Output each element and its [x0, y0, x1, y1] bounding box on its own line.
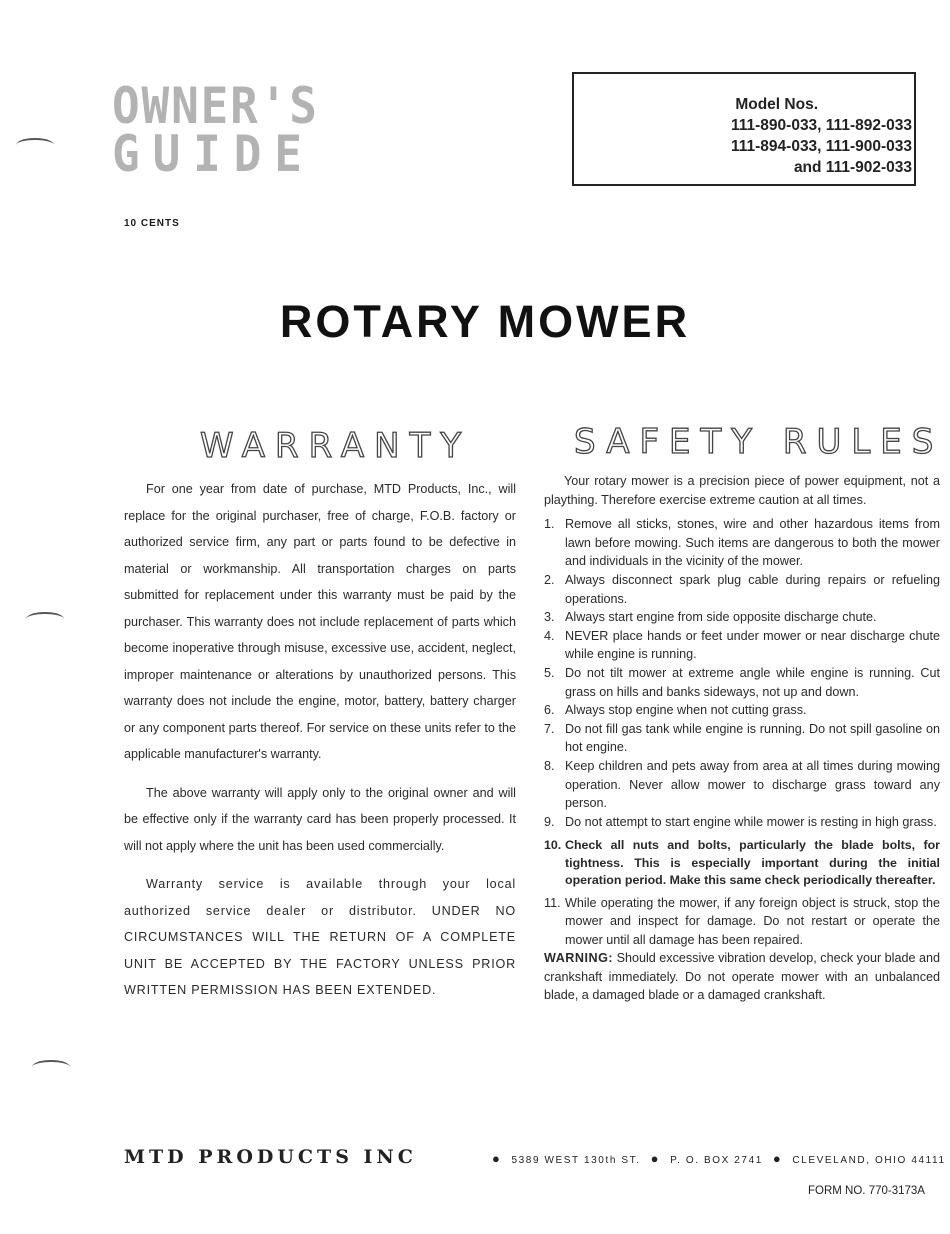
rule-number: 3. [544, 610, 555, 625]
company-name: MTD PRODUCTS INC [124, 1146, 417, 1168]
safety-rule [544, 813, 940, 832]
safety-rule [544, 571, 940, 608]
warranty-paragraph: For one year from date of purchase, MTD Products, Inc., will replace for the original purchaser, free of charge, F.O.B. factory or authorized service firm, any part or parts found to be defective in material or workmanship. All transportation charges on parts submitted for replacement under this warranty must be paid by the purchaser. This warranty does not include replacement of parts which become inoperative through misuse, excessive use, accident, neglect, improper maintenance or alterations by unauthorized persons. This warranty does not include the engine, motor, battery, battery charger or any component parts thereof. For service on these units refer to the applicable manufacturer's warranty. [124, 482, 516, 761]
form-number: FORM NO. 770-3173A [808, 1185, 925, 1197]
safety-rule [544, 627, 940, 664]
warranty-text [124, 476, 516, 1016]
rule-text: Do not fill gas tank while engine is running. Do not spill gasoline on hot engine. [565, 721, 940, 755]
model-line-2: 111-894-033, 111-900-033 [730, 138, 912, 155]
binding-hole-mark [26, 612, 64, 626]
warning-label: WARNING: [544, 951, 614, 966]
rule-number: 7. [544, 721, 555, 736]
rule-text: Always disconnect spark plug cable during repairs or refueling operations. [565, 572, 940, 606]
rule-number: 5. [544, 665, 555, 680]
rule-text: Keep children and pets away from area at all times during mowing operation. Never allow mower to discharge grass toward any person. [565, 758, 940, 811]
safety-rule [544, 664, 940, 701]
rule-number: 11. [544, 895, 561, 910]
warranty-paragraph: The above warranty will apply only to the original owner and will be effective only if the warranty card has been properly processed. It will not apply where the unit has been used commercially. [124, 785, 516, 853]
address-street: 5389 WEST 130th ST. [511, 1155, 641, 1166]
model-line-3: and 111-902-033 [793, 159, 912, 176]
bullet-icon: ● [650, 1151, 661, 1166]
safety-rule [544, 894, 940, 950]
safety-rule [544, 837, 940, 889]
rule-text: NEVER place hands or feet under mower or near discharge chute while engine is running. [565, 628, 940, 662]
rule-number: 1. [544, 517, 555, 532]
bullet-icon: ● [772, 1151, 783, 1166]
safety-rule [544, 701, 940, 720]
warning-text: Should excessive vibration develop, check your blade and crankshaft immediately. Do not operate mower with an unbalanced blade, a damaged blade or a damaged crankshaft. [544, 951, 941, 1003]
binding-hole-mark [32, 1060, 70, 1074]
rule-number: 6. [544, 703, 555, 718]
model-numbers-box [572, 72, 916, 186]
warranty-heading: WARRANTY [200, 426, 472, 466]
company-address [482, 1151, 946, 1166]
safety-rule [544, 608, 940, 627]
price-label: 10 CENTS [124, 218, 180, 229]
rule-text: Always stop engine when not cutting grass. [565, 703, 807, 718]
address-city: CLEVELAND, OHIO 44111 [792, 1155, 946, 1166]
safety-rule [544, 720, 940, 757]
safety-rules-list [544, 515, 940, 949]
model-line-1: 111-890-033, 111-892-033 [730, 117, 912, 134]
safety-rule [544, 757, 940, 813]
safety-intro: Your rotary mower is a precision piece of power equipment, not a plaything. Therefore exercise extreme caution at all times. [544, 474, 940, 507]
rule-number: 10. [544, 838, 562, 853]
owners-guide-line2: GUIDE [112, 125, 315, 183]
rule-text: While operating the mower, if any foreign object is struck, stop the mower and inspect for damage. Do not restart or operate the mower until all damage has been repaired. [565, 895, 940, 947]
rule-text: Check all nuts and bolts, particularly the blade bolts, for tightness. This is especially important during the initial operation period. Make this same check periodically thereafter. [565, 838, 940, 888]
bullet-icon: ● [492, 1151, 502, 1166]
safety-rule [544, 515, 940, 571]
rule-text: Remove all sticks, stones, wire and other hazardous items from lawn before mowing. Such items are dangerous to both the mower and individuals in the vicinity of the mower. [565, 517, 940, 569]
owners-guide-logo [112, 77, 471, 192]
safety-heading: SAFETY RULES [574, 422, 944, 462]
rule-number: 9. [544, 814, 555, 829]
warranty-paragraph: Warranty service is available through your local authorized service dealer or distributor. UNDER NO CIRCUMSTANCES WILL THE RETURN OF A COMPLETE UNIT BE ACCEPTED BY THE FACTORY UNLESS PRIOR WRITTEN PERMISSION HAS BEEN EXTENDED. [124, 877, 516, 997]
safety-rules [544, 472, 940, 1005]
model-heading: Model Nos. [735, 96, 818, 113]
page-title: ROTARY MOWER [279, 296, 691, 347]
rule-number: 4. [544, 628, 555, 643]
rule-number: 2. [544, 572, 555, 587]
rule-text: Do not attempt to start engine while mower is resting in high grass. [565, 814, 937, 829]
rule-text: Do not tilt mower at extreme angle while engine is running. Cut grass on hills and banks sideways, not up and down. [565, 665, 940, 699]
owners-guide-line1: OWNER'S [112, 77, 319, 135]
address-pobox: P. O. BOX 2741 [670, 1155, 763, 1166]
rule-text: Always start engine from side opposite discharge chute. [565, 610, 877, 625]
rule-number: 8. [544, 758, 555, 773]
binding-hole-mark [16, 138, 54, 152]
warning-note [544, 949, 940, 1005]
